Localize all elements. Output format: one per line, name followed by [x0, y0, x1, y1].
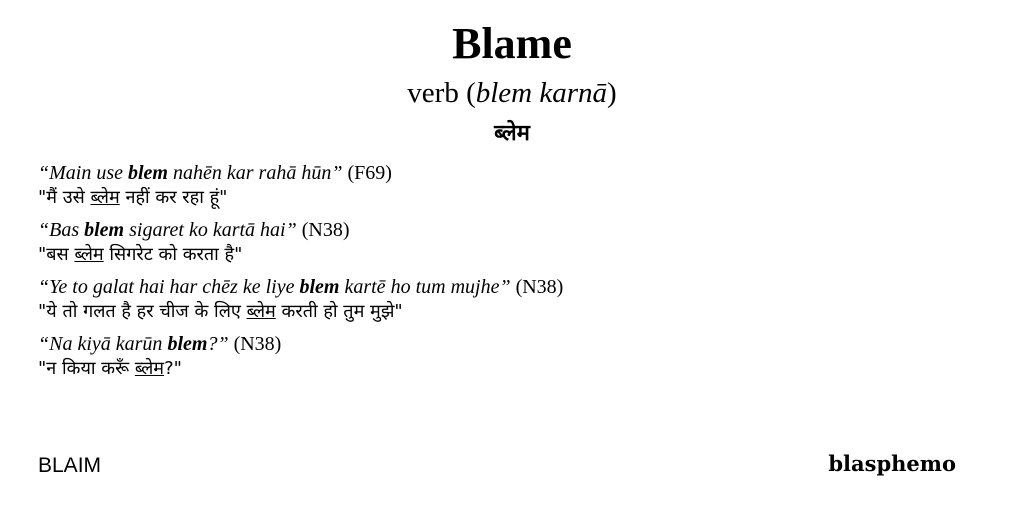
- source-code: (N38): [301, 219, 350, 241]
- example-item: [38, 218, 998, 267]
- source-code: (N38): [233, 333, 282, 355]
- quote-text: “Na kiyā karūn: [38, 333, 168, 355]
- close-paren: ): [607, 77, 617, 109]
- deva-text: करती हो तुम मुझे": [275, 301, 403, 322]
- deva-keyword: ब्लेम: [134, 358, 165, 379]
- example-romanized: [38, 332, 998, 356]
- deva-keyword: ब्लेम: [74, 244, 104, 265]
- example-item: [38, 161, 998, 210]
- deva-keyword: ब्लेम: [246, 301, 276, 322]
- quote-text: ?”: [207, 333, 229, 355]
- example-devanagari: [38, 185, 998, 210]
- example-romanized: [38, 275, 998, 299]
- deva-text: ?": [164, 358, 182, 379]
- example-devanagari: [38, 242, 998, 267]
- quote-text: “Main use: [38, 162, 128, 184]
- pronunciation-tag: BLAIM: [38, 454, 102, 477]
- quote-text: “Ye to galat hai har chēz ke liye: [38, 276, 300, 298]
- quote-text: kartē ho tum mujhe”: [339, 276, 511, 298]
- quote-keyword: blem: [128, 162, 168, 184]
- deva-keyword: ब्लेम: [90, 187, 120, 208]
- deva-text: "मैं उसे: [38, 187, 91, 208]
- deva-text: नहीं कर रहा हूं": [119, 187, 228, 208]
- source-code: (N38): [515, 276, 564, 298]
- open-paren: (: [466, 77, 476, 109]
- example-item: [38, 332, 998, 381]
- headword: Blame: [452, 19, 572, 68]
- example-devanagari: [38, 356, 998, 381]
- part-of-speech-line: [0, 76, 1024, 110]
- quote-keyword: blem: [84, 219, 125, 241]
- devanagari-headword: ब्लेम: [494, 121, 530, 146]
- source-code: (F69): [347, 162, 392, 184]
- quote-keyword: blem: [299, 276, 340, 298]
- example-romanized: [38, 161, 998, 185]
- deva-text: "ये तो गलत है हर चीज के लिए: [38, 301, 247, 322]
- quote-keyword: blem: [167, 333, 208, 355]
- example-devanagari: [38, 299, 998, 324]
- transliteration: blem karnā: [475, 77, 608, 109]
- example-romanized: [38, 218, 998, 242]
- quote-text: nahēn kar rahā hūn”: [168, 162, 343, 184]
- quote-text: sigaret ko kartā hai”: [124, 219, 297, 241]
- next-entry-word: blasphemo: [828, 451, 956, 476]
- part-of-speech: verb: [407, 77, 459, 109]
- example-item: [38, 275, 998, 324]
- deva-text: "न किया करूँ: [38, 358, 135, 379]
- quote-text: “Bas: [38, 219, 85, 241]
- deva-text: "बस: [38, 244, 75, 265]
- deva-text: सिगरेट को करता है": [103, 244, 243, 265]
- examples-list: [38, 161, 998, 389]
